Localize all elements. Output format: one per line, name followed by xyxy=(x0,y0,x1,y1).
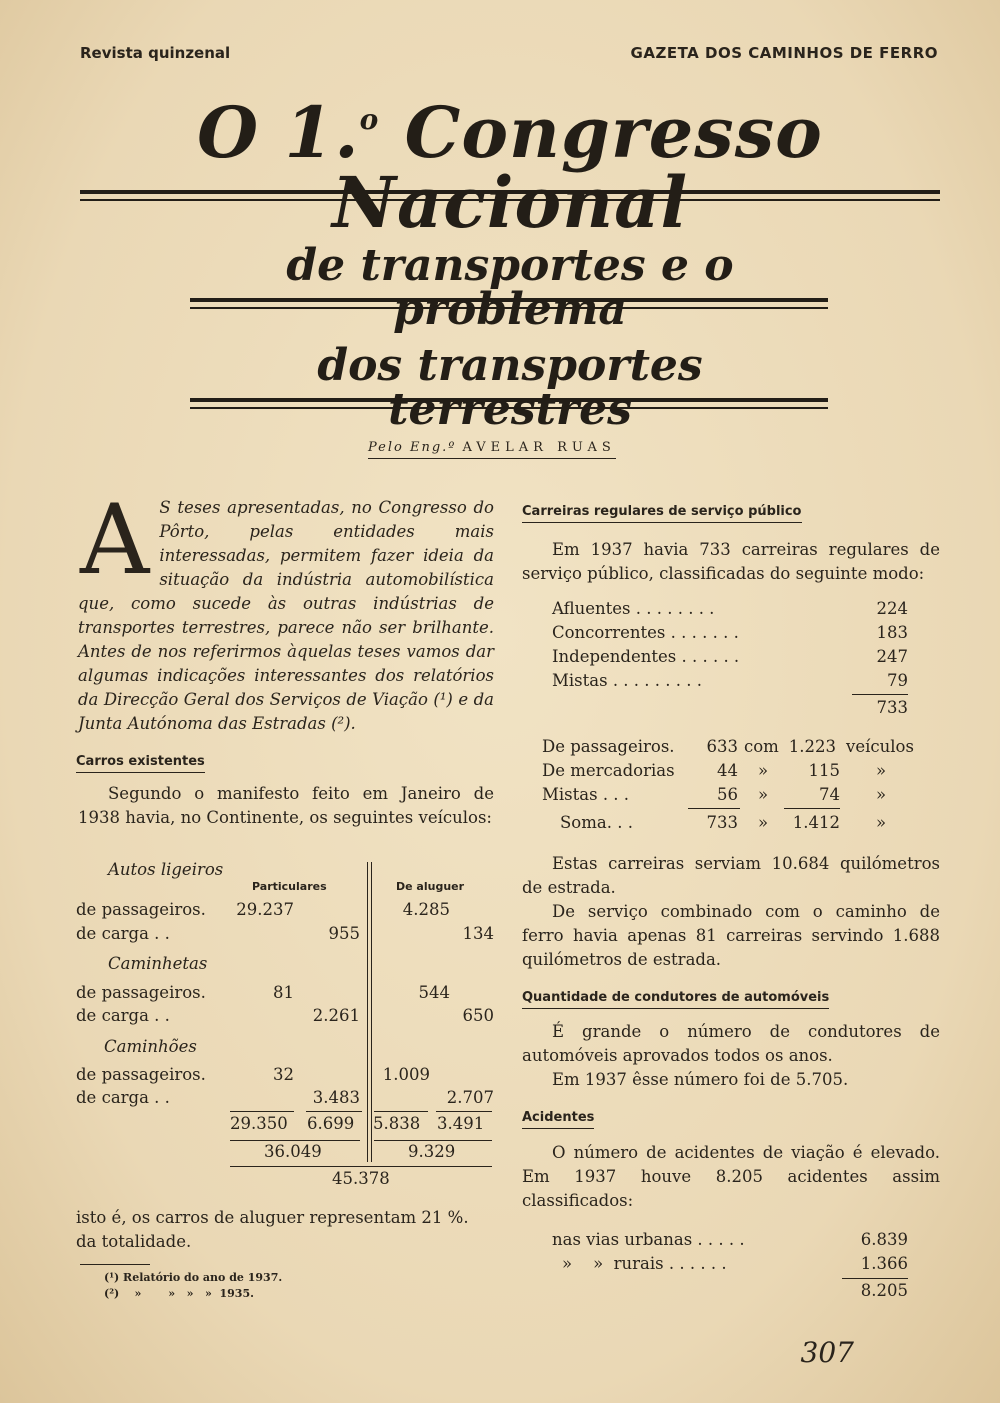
summary-label: Mistas . . . xyxy=(542,785,630,804)
summary-end: » xyxy=(876,813,887,832)
rule xyxy=(842,1278,908,1279)
row-label: de carga . . xyxy=(76,1088,170,1107)
summary-mid: com xyxy=(744,737,779,756)
cell-value: 32 xyxy=(273,1065,294,1084)
condutores-paragraphs: É grande o número de condutores de automóveis aprovados todos os anos. Em 1937 êsse número foi de 5.705. xyxy=(522,1022,940,1089)
rule xyxy=(230,1166,492,1167)
closing-paragraph: isto é, os carros de aluguer representam 21 %. da totalidade. xyxy=(76,1208,469,1251)
carreiras-paragraph: Em 1937 havia 733 carreiras regulares de serviço público, classificadas do seguinte modo: xyxy=(522,540,940,583)
table-divider xyxy=(367,862,368,1162)
summary-end: » xyxy=(876,785,887,804)
row-label: de passageiros. xyxy=(76,900,206,919)
section-carreiras: Carreiras regulares de serviço público xyxy=(522,500,802,523)
footnote-rule xyxy=(80,1264,150,1265)
drop-cap: A xyxy=(80,484,150,596)
col-head-aluguer: De aluguer xyxy=(396,880,465,893)
row-label: de carga . . xyxy=(76,1006,170,1025)
total-particulares: 36.049 xyxy=(264,1142,322,1161)
list-item-value: 79 xyxy=(887,671,908,690)
row-label: de carga . . xyxy=(76,924,170,943)
cell-value: 3.483 xyxy=(312,1088,360,1107)
subtotal-a2: 3.491 xyxy=(437,1114,485,1133)
rule xyxy=(436,1111,492,1112)
title-line-3: dos transportes terrestres xyxy=(317,340,703,435)
title-rule-3 xyxy=(190,398,828,409)
summary-count: 44 xyxy=(717,761,738,780)
left-column xyxy=(78,484,494,736)
rule xyxy=(306,1111,362,1112)
subtotal-p1: 29.350 xyxy=(230,1114,288,1133)
carros-paragraph: Segundo o manifesto feito em Janeiro de 1938 havia, no Continente, os seguintes veículos: xyxy=(78,784,494,827)
rule xyxy=(374,1140,492,1141)
cell-value: 955 xyxy=(328,924,360,943)
list-item-label: Concorrentes . . . . . . . xyxy=(552,623,739,642)
grand-total: 45.378 xyxy=(332,1169,390,1188)
group-name: Caminhões xyxy=(104,1037,197,1056)
rule xyxy=(852,694,908,695)
list-item-label: Independentes . . . . . . xyxy=(552,647,740,666)
list-item-label: Mistas . . . . . . . . . xyxy=(552,671,702,690)
title-line-1: O 1.$^o$ Congresso Nacional xyxy=(197,91,823,244)
cell-value: 2.261 xyxy=(312,1006,360,1025)
cell-value: 4.285 xyxy=(402,900,450,919)
summary-vehicles: 1.223 xyxy=(788,737,836,756)
cell-value: 2.707 xyxy=(446,1088,494,1107)
summary-vehicles: 1.412 xyxy=(792,813,840,832)
summary-mid: » xyxy=(758,785,769,804)
rule xyxy=(784,808,840,809)
summary-count: 633 xyxy=(706,737,738,756)
summary-count: 733 xyxy=(706,813,738,832)
col-head-particulares: Particulares xyxy=(252,880,327,893)
rule xyxy=(688,808,740,809)
rule xyxy=(374,1111,428,1112)
cell-value: 29.237 xyxy=(236,900,294,919)
section-carros-existentes: Carros existentes xyxy=(76,750,205,773)
list-total: 8.205 xyxy=(860,1281,908,1300)
footnote-1: (¹) Relatório do ano de 1937. xyxy=(104,1271,283,1284)
row-label: de passageiros. xyxy=(76,983,206,1002)
summary-label: De passageiros. xyxy=(542,737,675,756)
summary-label: De mercadorias xyxy=(542,761,675,780)
intro-paragraph: A S teses apresentadas, no Congresso do Pôrto, pelas entidades mais interessadas, permitem fazer ideia da situação da indústria automobilística que, como sucede às outras indústrias de transportes terrestres, parece não ser brilhante. Antes de nos referirmos àquelas teses vamos dar algumas indicações interessantes dos relatórios da Direcção Geral dos Serviços de Viação (¹) e da Junta Autónoma das Estradas (²). xyxy=(78,484,494,733)
estrada-paragraphs: Estas carreiras serviam 10.684 quilómetros de estrada. De serviço combinado com o caminho de ferro havia apenas 81 carreiras servindo 1.688 quilómetros de estrada. xyxy=(522,854,940,969)
section-condutores: Quantidade de condutores de automóveis xyxy=(522,986,829,1009)
cell-value: 134 xyxy=(462,924,494,943)
cell-value: 544 xyxy=(418,983,450,1002)
header-left: Revista quinzenal xyxy=(80,44,231,62)
title-rule-2 xyxy=(190,298,828,309)
list-item-label: Afluentes . . . . . . . . xyxy=(552,599,715,618)
summary-label: Soma. . . xyxy=(560,813,633,832)
summary-mid: » xyxy=(758,813,769,832)
rule xyxy=(230,1140,360,1141)
list-item-label: nas vias urbanas . . . . . xyxy=(552,1230,745,1249)
title-line-2: de transportes e o problema xyxy=(286,240,734,335)
cell-value: 1.009 xyxy=(382,1065,430,1084)
group-name: Caminhetas xyxy=(108,954,208,973)
table-divider xyxy=(371,862,372,1162)
summary-end: veículos xyxy=(846,737,914,756)
header-right: GAZETA DOS CAMINHOS DE FERRO xyxy=(630,44,938,62)
subtotal-a1: 5.838 xyxy=(373,1114,421,1133)
row-label: de passageiros. xyxy=(76,1065,206,1084)
title-rule-1 xyxy=(80,190,940,201)
cell-value: 650 xyxy=(462,1006,494,1025)
section-acidentes: Acidentes xyxy=(522,1106,594,1129)
list-total: 733 xyxy=(876,698,908,717)
acidentes-paragraph: O número de acidentes de viação é elevado. Em 1937 houve 8.205 acidentes assim classificados: xyxy=(522,1143,940,1210)
summary-end: » xyxy=(876,761,887,780)
page-number: 307 xyxy=(800,1336,854,1369)
summary-vehicles: 115 xyxy=(808,761,840,780)
list-item-label: » » rurais . . . . . . xyxy=(562,1254,727,1273)
group-name: Autos ligeiros xyxy=(108,860,224,879)
subtotal-p2: 6.699 xyxy=(307,1114,355,1133)
total-aluguer: 9.329 xyxy=(408,1142,456,1161)
summary-count: 56 xyxy=(717,785,738,804)
summary-vehicles: 74 xyxy=(819,785,840,804)
footnote-2: (²) » » » » 1935. xyxy=(104,1287,254,1300)
list-item-value: 1.366 xyxy=(860,1254,908,1273)
byline: Pelo Eng.º AVELAR RUAS xyxy=(368,440,616,459)
list-item-value: 247 xyxy=(876,647,908,666)
list-item-value: 6.839 xyxy=(860,1230,908,1249)
list-item-value: 224 xyxy=(876,599,908,618)
rule xyxy=(230,1111,294,1112)
list-item-value: 183 xyxy=(876,623,908,642)
cell-value: 81 xyxy=(273,983,294,1002)
summary-mid: » xyxy=(758,761,769,780)
